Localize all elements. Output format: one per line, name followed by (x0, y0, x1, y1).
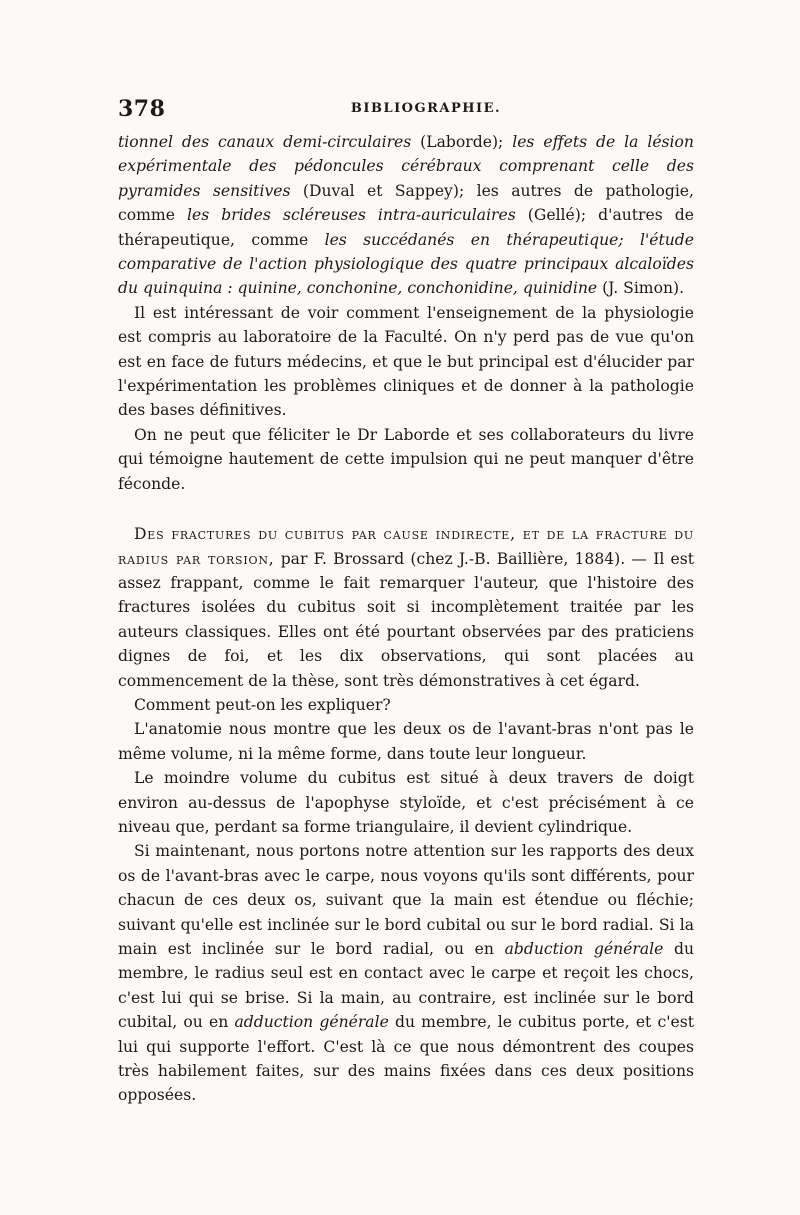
italic-phrase: tionnel des canaux demi-circulaires (118, 133, 412, 151)
text-run: (J. Simon). (597, 279, 685, 298)
running-head (118, 96, 694, 124)
review-title: Des fractures du cubitus par cause indirecte, et de la fracture du radius par torsion, (118, 525, 694, 568)
text-run: (Gellé); d'autres de thérapeutique, comme (118, 206, 694, 249)
paragraph: Comment peut-on les expliquer? (134, 695, 391, 714)
text-run: (Duval et Sappey); les autres de pathologie, comme (118, 181, 694, 225)
italic-phrase: abduction générale (504, 940, 664, 958)
italic-phrase: les brides scléreuses intra-auriculaires (186, 206, 516, 225)
text-run: Si maintenant, nous portons notre attention sur les rapports des deux os de l'avant-bras avec le carpe, nous voyons qu'ils sont différents, pour chacun de ces deux os, suivant que la main est étendue ou fléchie; suivant qu'elle est inclinée sur le bord cubital ou sur le bord radial. Si la main est inclinée sur le bord radial, ou en (118, 842, 694, 958)
paragraph: Le moindre volume du cubitus est situé à deux travers de doigt environ au-dessus de l'apophyse styloïde, et c'est précisément à ce niveau que, perdant sa forme triangulaire, il devient cylindrique. (118, 769, 694, 836)
running-title: BIBLIOGRAPHIE. (350, 101, 502, 116)
italic-phrase: les succédanés en thérapeutique; l'étude comparative de l'action physiologique des quatre principaux alcaloïdes du quinquina : quinine, conchonine, conchonidine, quinidine (118, 230, 695, 298)
body-text (118, 130, 694, 1108)
page-number: 378 (118, 96, 166, 122)
paragraph: Il est intéressant de voir comment l'enseignement de la physiologie est compris au laboratoire de la Faculté. On n'y perd pas de vue qu'on est en face de futurs médecins, et que le but principal est d'élucider par l'expérimentation les problèmes cliniques et de donner à la pathologie des bases définitives. (118, 303, 694, 420)
review-author: par F. Brossard (chez J.-B. Baillière, 1884). — (274, 549, 654, 568)
text-run: du membre, le cubitus porte, et c'est lui qui supporte l'effort. C'est là ce que nous démontrent des coupes très habilement faites, sur des mains fixées dans ces deux positions opposées. (118, 1013, 694, 1105)
text-run: (Laborde); (411, 133, 513, 151)
italic-phrase: les effets de la lésion expérimentale des pédoncules cérébraux comprenant celle des pyramides sensitives (118, 133, 694, 200)
italic-phrase: adduction générale (234, 1013, 389, 1032)
paragraph (118, 839, 694, 1107)
section-gap (118, 496, 694, 522)
paragraph-continued (118, 130, 694, 301)
paragraph: L'anatomie nous montre que les deux os de l'avant-bras n'ont pas le même volume, ni la même forme, dans toute leur longueur. (118, 720, 694, 763)
text-run: Il est assez frappant, comme le fait remarquer l'auteur, que l'histoire des fractures isolées du cubitus soit si incomplètement traitée par les auteurs classiques. Elles ont été pourtant observées par des praticiens dignes de foi, et les dix observations, qui sont placées au commencement de la thèse, sont très démonstratives à cet égard. (118, 549, 695, 690)
paragraph: On ne peut que féliciter le Dr Laborde et ses collaborateurs du livre qui témoigne hautement de cette impulsion qui ne peut manquer d'être féconde. (118, 425, 694, 493)
text-run: du membre, le radius seul est en contact avec le carpe et reçoit les chocs, c'est lui qui se brise. Si la main, au contraire, est inclinée sur le bord cubital, ou en (118, 940, 694, 1032)
review-heading-paragraph (118, 522, 694, 693)
